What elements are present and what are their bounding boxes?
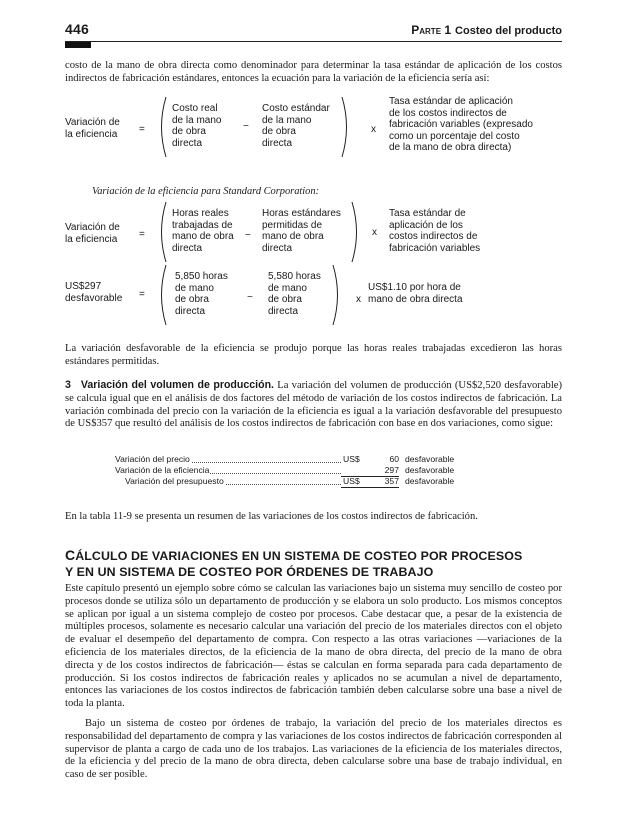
header-accent-block	[65, 42, 91, 48]
explanation-paragraph: La variación desfavorable de la eficiencia se produjo porque las horas reales trabajadas excedieron las horas estándares permitidas.	[65, 343, 562, 367]
running-head-part: Parte 1	[411, 23, 452, 37]
intro-paragraph: costo de la mano de obra directa como denominador para determinar la tasa estándar de aplicación de los costos indirectos de fabricación estándares, entonces la ecuación para la variación de la eficiencia sería así:	[65, 60, 562, 84]
eq2-rate: Tasa estándar de aplicación de los costos indirectos de fabricación variables	[389, 208, 481, 254]
volume-body: La variación del volumen de producción (US$2,520 desfavorable) se calcula igual que en el análisis de dos factores del método de variación de los costos indirectos de fabricación. La variación combinada del precio con la variación de la eficiencia es igual a la variación desfavorable del presupuesto de US$357 que resultó del análisis de los costos indirectos de fabricación con base en dos variaciones, como sigue:	[65, 380, 562, 430]
table-reference-paragraph: En la tabla 11-9 se presenta un resumen de las variaciones de los costos indirectos de fabricación.	[65, 511, 478, 522]
total-rule-bottom	[341, 487, 399, 488]
volume-heading: Variación del volumen de producción.	[80, 379, 274, 391]
table-row: Variación de la eficiencia 297 desfavorable	[115, 465, 455, 475]
eq2-minus: −	[245, 230, 251, 241]
eq3-term-standard: 5,580 horas de mano de obra directa	[268, 271, 321, 317]
eq3-rate: US$1.10 por hora de mano de obra directa	[368, 282, 463, 305]
efficiency-caption: Variación de la eficiencia para Standard Corporation:	[92, 186, 320, 197]
eq2-left-paren	[156, 201, 168, 263]
eq3-right-paren	[331, 264, 343, 326]
eq1-minus: −	[243, 121, 249, 132]
section-paragraph-2: Bajo un sistema de costeo por órdenes de trabajo, la variación del precio de los materiales directos es responsabilidad del departamento de compra y las variaciones de los costos indirectos de fabricación corresponden al supervisor de planta a cargo de cada uno de los trabajos. Las variaciones de la eficiencia de los materiales directos, de la eficiencia y del precio de la mano de obra directa, deben calcularse sobre una base de trabajo individual, en caso de ser posible.	[65, 718, 562, 781]
eq3-times: x	[356, 294, 361, 305]
eq3-term-actual: 5,850 horas de mano de obra directa	[175, 271, 228, 317]
eq2-label: Variación de la eficiencia	[65, 222, 120, 245]
eq1-term-standard: Costo estándar de la mano de obra directa	[262, 103, 330, 149]
table-row-total: Variación del presupuesto US$ 357 desfavorable	[125, 476, 455, 486]
eq1-left-paren	[156, 96, 168, 158]
table-row: Variación del precio US$ 60 desfavorable	[115, 454, 455, 464]
running-head-title: Costeo del producto	[455, 25, 562, 37]
eq1-rate: Tasa estándar de aplicación de los costos indirectos de fabricación variables (expresado como un porcentaje del costo de la mano de obra directa)	[389, 96, 533, 153]
eq1-label: Variación de la eficiencia	[65, 117, 120, 140]
variance-table	[115, 454, 455, 487]
eq3-minus: −	[247, 292, 253, 303]
section-paragraph-1: Este capítulo presentó un ejemplo sobre cómo se calculan las variaciones bajo un sistema muy sencillo de costeo por procesos donde se utiliza sólo un departamento de producción y se elabora un solo producto. Los mismos conceptos se aplican por igual a un sistema complejo de costeo por procesos. Cabe destacar que, a pesar de la existencia de múltiples procesos, solamente es necesario calcular una variación del precio de los materiales directos con el objeto de evaluar el desempeño del departamento de compra. Con respecto a las otras variaciones —variaciones de la eficiencia de los materiales directos, de la eficiencia de la mano de obra directa, del precio de la mano de obra directa y de los costos indirectos de fabricación— éstas se calculan en forma separada para cada departamento de producción. Si los costos indirectos de fabricación reales y aplicados no se acumulan a nivel de departamento, entonces las variaciones de los costos indirectos de fabricación también deben calcularse sobre una base a nivel de toda la planta.	[65, 583, 562, 710]
header-rule	[65, 41, 562, 42]
eq1-right-paren	[340, 96, 352, 158]
section-title-line-1: CÁLCULO DE VARIACIONES EN UN SISTEMA DE COSTEO POR PROCESOS	[65, 547, 523, 563]
eq2-term-actual: Horas reales trabajadas de mano de obra directa	[172, 208, 234, 254]
eq2-equals: =	[139, 229, 145, 240]
running-head	[411, 23, 562, 37]
eq2-right-paren	[350, 201, 362, 263]
eq2-term-standard: Horas estándares permitidas de mano de obra directa	[262, 208, 341, 254]
volume-heading-number: 3	[65, 379, 71, 391]
eq2-times: x	[372, 227, 377, 238]
eq1-term-actual: Costo real de la mano de obra directa	[172, 103, 222, 149]
volume-variance-paragraph	[65, 379, 562, 431]
section-title-line-2: Y EN UN SISTEMA DE COSTEO POR ÓRDENES DE TRABAJO	[65, 565, 434, 579]
eq3-equals: =	[139, 289, 145, 300]
eq3-label: US$297 desfavorable	[65, 281, 123, 304]
eq3-left-paren	[156, 264, 168, 326]
page-number: 446	[65, 21, 89, 37]
eq1-times: x	[371, 124, 376, 135]
eq1-equals: =	[139, 124, 145, 135]
